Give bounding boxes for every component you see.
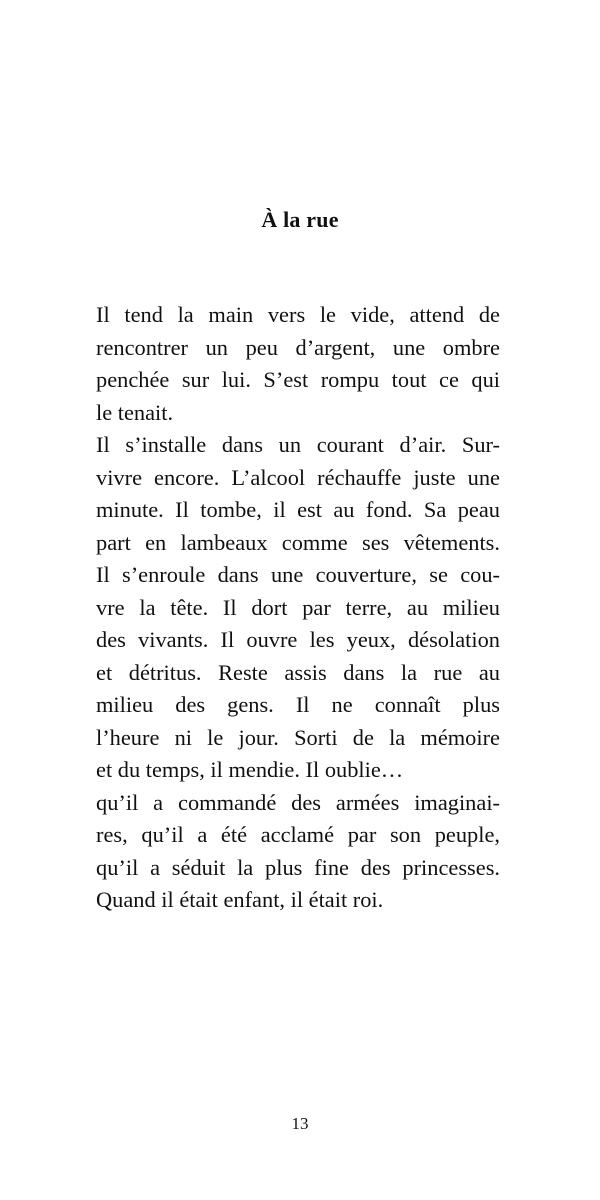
text-line: Quand il était enfant, il était roi. — [96, 887, 384, 912]
text-line: vivre encore. L’alcool réchauffe juste une — [96, 464, 500, 490]
text-line: minute. Il tombe, il est au fond. Sa peau — [96, 497, 500, 522]
text-line: qu’il a commandé des armées imaginai- — [96, 789, 500, 815]
text-line: Il tend la main vers le vide, attend de — [96, 302, 500, 327]
text-line: le tenait. — [96, 399, 174, 425]
text-line: l’heure ni le jour. Sorti de la mémoire — [96, 724, 500, 750]
text-line: des vivants. Il ouvre les yeux, désolation — [96, 627, 500, 652]
text-line: qu’il a séduit la plus fine des princesses. — [96, 854, 500, 880]
page-number: 13 — [291, 1114, 309, 1133]
body-paragraph — [96, 299, 500, 917]
text-line: rencontrer un peu d’argent, une ombre — [96, 334, 500, 360]
text-line: Il s’enroule dans une couverture, se cou- — [96, 562, 500, 587]
chapter-title: À la rue — [261, 207, 339, 232]
text-line: Il s’installe dans un courant d’air. Sur- — [96, 432, 500, 457]
text-line: penchée sur lui. S’est rompu tout ce qui — [96, 367, 500, 392]
text-line: vre la tête. Il dort par terre, au milieu — [96, 594, 500, 620]
text-line: milieu des gens. Il ne connaît plus — [96, 692, 500, 717]
text-line: part en lambeaux comme ses vêtements. — [96, 529, 500, 555]
text-line: et détritus. Reste assis dans la rue au — [96, 659, 500, 685]
text-line: res, qu’il a été acclamé par son peuple, — [96, 822, 500, 847]
text-line: et du temps, il mendie. Il oublie… — [96, 757, 404, 782]
